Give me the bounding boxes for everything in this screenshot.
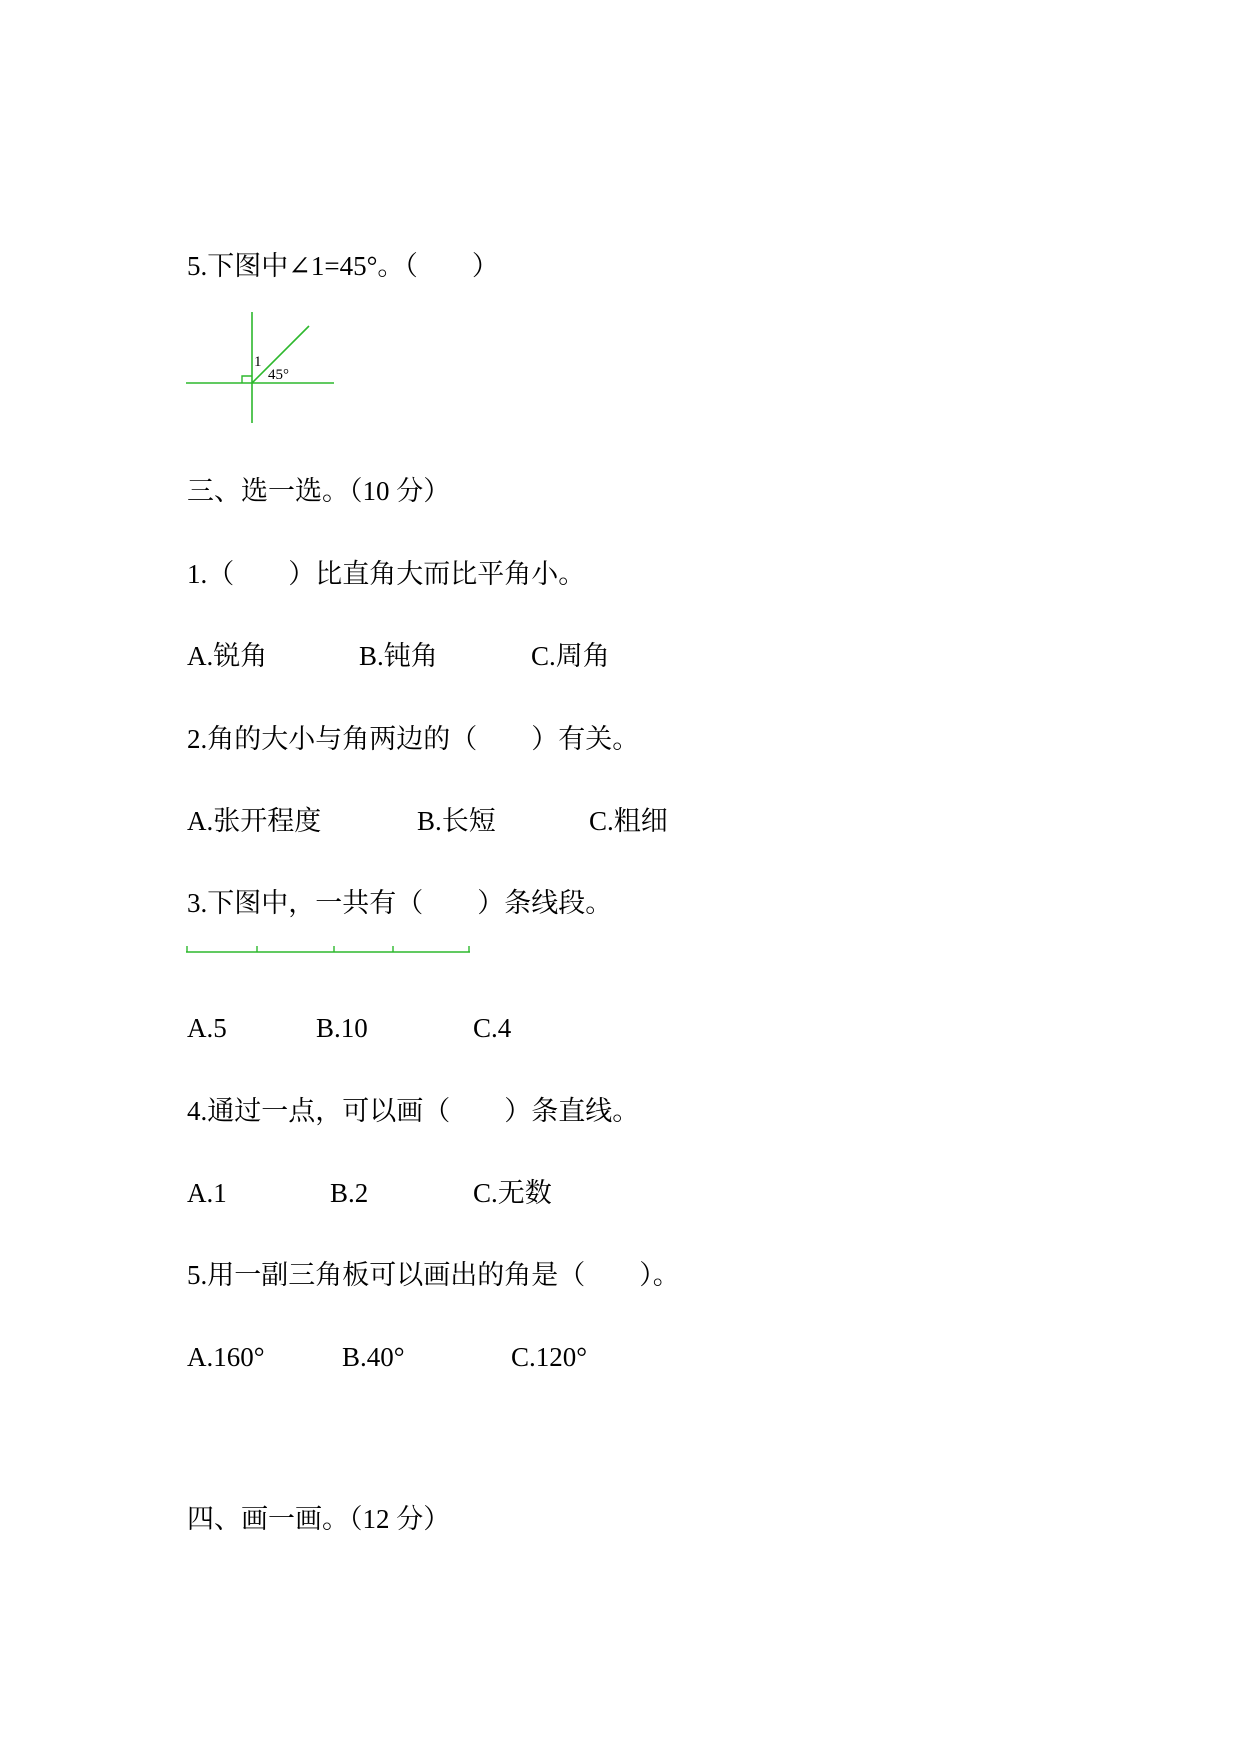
q5-option-a: A.160° (187, 1342, 265, 1372)
segment-figure (186, 940, 472, 954)
angle-figure (186, 312, 336, 424)
degree-45-label: 45° (268, 367, 289, 383)
section-3-heading: 三、选一选。（10 分） (187, 476, 451, 506)
choice-question-1: 1.（ ）比直角大而比平角小。 (187, 559, 586, 589)
q4-option-b: B.2 (330, 1178, 369, 1208)
judge-question-5: 5.下图中∠1=45°。（ ） (187, 251, 499, 281)
q1-option-a: A.锐角 (187, 641, 268, 671)
q2-option-b: B.长短 (417, 806, 496, 836)
q1-option-c: C.周角 (531, 641, 610, 671)
q2-option-c: C.粗细 (589, 806, 668, 836)
q1-option-b: B.钝角 (359, 641, 438, 671)
q3-option-a: A.5 (187, 1013, 227, 1043)
q4-option-c: C.无数 (473, 1178, 552, 1208)
right-angle-mark (242, 376, 252, 383)
section-4-heading: 四、画一画。（12 分） (187, 1504, 451, 1534)
q3-option-b: B.10 (316, 1013, 368, 1043)
q3-option-c: C.4 (473, 1013, 512, 1043)
angle-1-label: 1 (254, 354, 262, 370)
q5-option-c: C.120° (511, 1342, 588, 1372)
choice-question-4: 4.通过一点，可以画（ ）条直线。 (187, 1096, 640, 1126)
choice-question-3: 3.下图中，一共有（ ）条线段。 (187, 888, 613, 918)
choice-question-2: 2.角的大小与角两边的（ ）有关。 (187, 724, 640, 754)
q4-option-a: A.1 (187, 1178, 227, 1208)
q5-option-b: B.40° (342, 1342, 405, 1372)
choice-question-5: 5.用一副三角板可以画出的角是（ ）。 (187, 1260, 680, 1290)
q2-option-a: A.张开程度 (187, 806, 322, 836)
